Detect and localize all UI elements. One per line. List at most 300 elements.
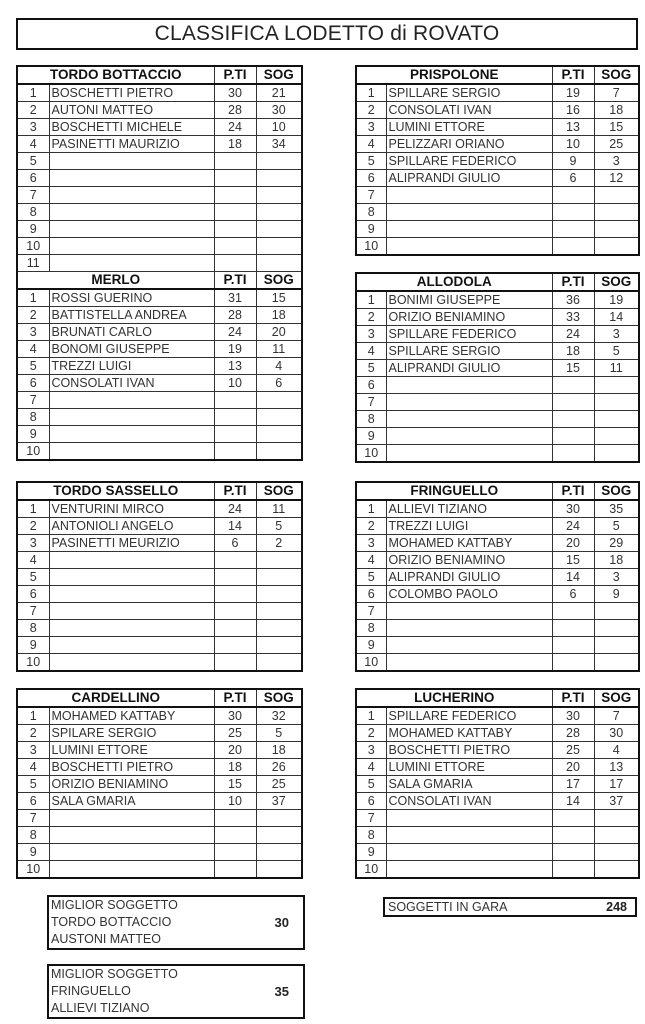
competitor-name-cell: TREZZI LUIGI	[49, 358, 214, 375]
points-cell	[552, 827, 594, 844]
table-fringuello	[355, 481, 640, 672]
rank-cell: 6	[17, 375, 49, 392]
sog-cell	[256, 170, 302, 187]
rank-cell: 6	[17, 586, 49, 603]
rank-cell: 8	[356, 620, 386, 637]
rank-cell: 6	[356, 170, 386, 187]
points-cell	[214, 586, 256, 603]
total-subjects-label: SOGGETTI IN GARA	[388, 900, 508, 914]
points-cell: 30	[214, 84, 256, 102]
page-title: CLASSIFICA LODETTO di ROVATO	[16, 18, 638, 50]
best-subject-name: ALLIEVI TIZIANO	[51, 1001, 150, 1015]
points-cell: 18	[214, 136, 256, 153]
competitor-name-cell: BONIMI GIUSEPPE	[386, 291, 552, 309]
rank-cell: 5	[17, 569, 49, 586]
competitor-name-cell: SALA GMARIA	[49, 793, 214, 810]
sog-cell: 34	[256, 136, 302, 153]
table-row	[17, 518, 302, 535]
rank-cell: 4	[356, 759, 386, 776]
table-row	[356, 360, 639, 377]
sog-cell: 18	[256, 307, 302, 324]
competitor-name-cell	[49, 443, 214, 461]
table-row	[17, 552, 302, 569]
sog-cell	[256, 861, 302, 879]
best-subject-label: MIGLIOR SOGGETTO	[51, 967, 178, 981]
competitor-name-cell: ANTONIOLI ANGELO	[49, 518, 214, 535]
rank-cell: 4	[17, 136, 49, 153]
table-row	[356, 377, 639, 394]
category-title: LUCHERINO	[356, 689, 552, 707]
sog-cell: 5	[256, 725, 302, 742]
rank-cell: 3	[17, 119, 49, 136]
competitor-name-cell	[386, 844, 552, 861]
sog-cell: 19	[594, 291, 639, 309]
points-cell	[214, 153, 256, 170]
rank-cell: 8	[356, 827, 386, 844]
rank-cell: 2	[17, 725, 49, 742]
competitor-name-cell	[49, 603, 214, 620]
points-cell: 14	[214, 518, 256, 535]
rank-cell: 8	[356, 411, 386, 428]
points-cell: 36	[552, 291, 594, 309]
rank-cell: 10	[356, 861, 386, 879]
sog-cell	[256, 620, 302, 637]
sog-cell: 26	[256, 759, 302, 776]
competitor-name-cell	[49, 153, 214, 170]
sog-cell: 14	[594, 309, 639, 326]
table-row	[356, 535, 639, 552]
sog-cell: 11	[256, 341, 302, 358]
competitor-name-cell: ORIZIO BENIAMINO	[49, 776, 214, 793]
table-row	[17, 535, 302, 552]
competitor-name-cell: MOHAMED KATTABY	[386, 535, 552, 552]
rank-cell: 5	[356, 153, 386, 170]
rank-cell: 10	[356, 654, 386, 672]
points-cell	[214, 170, 256, 187]
rank-cell: 4	[356, 136, 386, 153]
points-header: P.TI	[552, 66, 594, 84]
sog-cell	[256, 204, 302, 221]
competitor-name-cell: SPILLARE SERGIO	[386, 343, 552, 360]
table-row	[17, 187, 302, 204]
sog-header: SOG	[256, 689, 302, 707]
rank-cell: 11	[17, 255, 49, 272]
best-subject-score: 35	[274, 984, 289, 999]
sog-cell	[256, 187, 302, 204]
competitor-name-cell: SPILLARE FEDERICO	[386, 707, 552, 725]
points-cell	[214, 810, 256, 827]
rank-cell: 6	[356, 586, 386, 603]
competitor-name-cell: LUMINI ETTORE	[386, 759, 552, 776]
points-cell: 19	[552, 84, 594, 102]
sog-cell: 5	[594, 518, 639, 535]
table-row	[17, 776, 302, 793]
competitor-name-cell: PELIZZARI ORIANO	[386, 136, 552, 153]
points-cell	[552, 620, 594, 637]
table-row	[17, 654, 302, 672]
points-cell	[552, 377, 594, 394]
table-row	[17, 637, 302, 654]
competitor-name-cell	[49, 586, 214, 603]
competitor-name-cell: ORIZIO BENIAMINO	[386, 309, 552, 326]
competitor-name-cell	[49, 810, 214, 827]
sog-cell: 2	[256, 535, 302, 552]
competitor-name-cell: BOSCHETTI PIETRO	[49, 759, 214, 776]
points-cell: 13	[552, 119, 594, 136]
table-allodola	[355, 272, 640, 463]
rank-cell: 3	[356, 119, 386, 136]
sog-cell	[594, 428, 639, 445]
rank-cell: 6	[17, 170, 49, 187]
sog-cell: 10	[256, 119, 302, 136]
table-row	[356, 411, 639, 428]
points-cell	[552, 394, 594, 411]
category-title: CARDELLINO	[17, 689, 214, 707]
rank-cell: 2	[356, 309, 386, 326]
competitor-name-cell	[49, 827, 214, 844]
competitor-name-cell	[386, 603, 552, 620]
points-cell: 10	[214, 793, 256, 810]
competitor-name-cell: SPILARE SERGIO	[49, 725, 214, 742]
points-cell	[214, 409, 256, 426]
points-cell: 15	[552, 360, 594, 377]
rank-cell: 10	[17, 238, 49, 255]
rank-cell: 2	[356, 725, 386, 742]
rank-cell: 10	[356, 238, 386, 256]
rank-cell: 7	[17, 603, 49, 620]
points-cell	[552, 654, 594, 672]
rank-cell: 4	[356, 343, 386, 360]
points-cell: 18	[214, 759, 256, 776]
points-cell: 20	[552, 759, 594, 776]
rank-cell: 7	[356, 187, 386, 204]
points-cell: 17	[552, 776, 594, 793]
points-cell	[214, 255, 256, 272]
rank-cell: 6	[356, 793, 386, 810]
sog-cell: 30	[256, 102, 302, 119]
points-cell: 28	[552, 725, 594, 742]
points-header: P.TI	[552, 273, 594, 291]
table-row	[17, 324, 302, 341]
table-row	[17, 170, 302, 187]
table-row	[356, 637, 639, 654]
table-header-cardellino	[17, 689, 302, 707]
competitor-name-cell: COLOMBO PAOLO	[386, 586, 552, 603]
table-row	[17, 707, 302, 725]
best-subject-box-2	[47, 964, 305, 1019]
rank-cell: 10	[17, 443, 49, 461]
rank-cell: 8	[17, 409, 49, 426]
category-title: TORDO BOTTACCIO	[17, 66, 214, 84]
sog-cell	[256, 392, 302, 409]
table-row	[356, 221, 639, 238]
points-cell	[214, 620, 256, 637]
sog-cell	[594, 377, 639, 394]
points-header: P.TI	[214, 272, 256, 290]
competitor-name-cell	[386, 654, 552, 672]
points-cell: 25	[552, 742, 594, 759]
category-title: MERLO	[17, 272, 214, 290]
sog-cell	[594, 620, 639, 637]
sog-cell: 7	[594, 84, 639, 102]
sog-cell	[594, 844, 639, 861]
sog-cell: 5	[256, 518, 302, 535]
competitor-name-cell	[386, 377, 552, 394]
table-row	[17, 759, 302, 776]
table-row	[17, 84, 302, 102]
competitor-name-cell: TREZZI LUIGI	[386, 518, 552, 535]
points-cell	[214, 238, 256, 255]
table-row	[356, 586, 639, 603]
sog-cell: 3	[594, 153, 639, 170]
table-row	[17, 358, 302, 375]
best-subject-score: 30	[274, 915, 289, 930]
competitor-name-cell: LUMINI ETTORE	[386, 119, 552, 136]
table-row	[17, 307, 302, 324]
table-row	[356, 102, 639, 119]
points-header: P.TI	[214, 689, 256, 707]
sog-cell: 30	[594, 725, 639, 742]
points-cell: 15	[214, 776, 256, 793]
sog-cell: 25	[256, 776, 302, 793]
table-row	[356, 759, 639, 776]
table-row	[356, 309, 639, 326]
table-row	[356, 603, 639, 620]
sog-cell: 32	[256, 707, 302, 725]
rank-cell: 2	[17, 307, 49, 324]
competitor-name-cell: BOSCHETTI PIETRO	[49, 84, 214, 102]
sog-header: SOG	[594, 689, 639, 707]
competitor-name-cell	[49, 620, 214, 637]
table-row	[17, 255, 302, 272]
points-cell: 13	[214, 358, 256, 375]
competitor-name-cell: ALLIEVI TIZIANO	[386, 500, 552, 518]
sog-cell	[594, 187, 639, 204]
rank-cell: 5	[356, 360, 386, 377]
rank-cell: 4	[17, 552, 49, 569]
rank-cell: 3	[356, 326, 386, 343]
rank-cell: 5	[356, 776, 386, 793]
rank-cell: 6	[17, 793, 49, 810]
rank-cell: 1	[356, 500, 386, 518]
table-row	[356, 119, 639, 136]
competitor-name-cell	[386, 238, 552, 256]
competitor-name-cell	[386, 620, 552, 637]
rank-cell: 2	[356, 518, 386, 535]
points-cell	[214, 187, 256, 204]
sog-header: SOG	[256, 482, 302, 500]
sog-cell	[256, 238, 302, 255]
rank-cell: 10	[17, 861, 49, 879]
sog-cell: 4	[256, 358, 302, 375]
sog-cell: 4	[594, 742, 639, 759]
rank-cell: 3	[356, 535, 386, 552]
sog-cell: 29	[594, 535, 639, 552]
sog-cell	[256, 569, 302, 586]
table-row	[356, 84, 639, 102]
table-row	[356, 343, 639, 360]
rank-cell: 2	[17, 518, 49, 535]
table-row	[356, 136, 639, 153]
table-row	[17, 136, 302, 153]
competitor-name-cell: MOHAMED KATTABY	[49, 707, 214, 725]
table-row	[356, 707, 639, 725]
rank-cell: 5	[17, 153, 49, 170]
sog-cell	[594, 861, 639, 879]
table-row	[356, 552, 639, 569]
sog-cell	[256, 409, 302, 426]
rank-cell: 4	[17, 341, 49, 358]
table-row	[356, 810, 639, 827]
sog-cell: 17	[594, 776, 639, 793]
table-row	[17, 500, 302, 518]
sog-cell	[256, 426, 302, 443]
table-row	[17, 861, 302, 879]
table-row	[17, 742, 302, 759]
table-row	[356, 445, 639, 463]
competitor-name-cell	[49, 170, 214, 187]
rank-cell: 5	[17, 358, 49, 375]
competitor-name-cell	[49, 569, 214, 586]
sog-cell	[594, 827, 639, 844]
table-cardellino	[16, 688, 303, 879]
rank-cell: 6	[356, 377, 386, 394]
competitor-name-cell	[49, 238, 214, 255]
table-row	[356, 500, 639, 518]
table-row	[17, 586, 302, 603]
points-cell	[552, 411, 594, 428]
rank-cell: 4	[356, 552, 386, 569]
rank-cell: 10	[17, 654, 49, 672]
sog-cell	[256, 153, 302, 170]
rank-cell: 1	[17, 289, 49, 307]
points-header: P.TI	[552, 482, 594, 500]
sog-cell	[594, 810, 639, 827]
table-row	[356, 620, 639, 637]
points-cell: 31	[214, 289, 256, 307]
table-header-lucherino	[356, 689, 639, 707]
table-row	[356, 394, 639, 411]
competitor-name-cell: VENTURINI MIRCO	[49, 500, 214, 518]
points-cell	[552, 428, 594, 445]
rank-cell: 1	[17, 500, 49, 518]
competitor-name-cell	[49, 426, 214, 443]
points-cell	[214, 844, 256, 861]
best-subject-name: AUSTONI MATTEO	[51, 932, 161, 946]
competitor-name-cell	[386, 827, 552, 844]
competitor-name-cell: AUTONI MATTEO	[49, 102, 214, 119]
points-cell	[214, 392, 256, 409]
sog-cell	[594, 238, 639, 256]
table-row	[17, 725, 302, 742]
sog-cell: 11	[594, 360, 639, 377]
points-cell: 18	[552, 343, 594, 360]
rank-cell: 7	[17, 810, 49, 827]
sog-cell	[256, 810, 302, 827]
points-cell	[552, 844, 594, 861]
best-subject-category: FRINGUELLO	[51, 984, 131, 998]
table-row	[17, 810, 302, 827]
competitor-name-cell: ORIZIO BENIAMINO	[386, 552, 552, 569]
sog-cell: 3	[594, 326, 639, 343]
table-row	[356, 844, 639, 861]
points-cell: 6	[552, 586, 594, 603]
competitor-name-cell	[49, 221, 214, 238]
table-header-prispolone	[356, 66, 639, 84]
rank-cell: 7	[356, 603, 386, 620]
sog-cell: 18	[594, 552, 639, 569]
rank-cell: 9	[356, 637, 386, 654]
best-subject-label: MIGLIOR SOGGETTO	[51, 898, 178, 912]
points-cell	[214, 827, 256, 844]
sog-cell: 21	[256, 84, 302, 102]
competitor-name-cell	[386, 637, 552, 654]
rank-cell: 8	[17, 827, 49, 844]
table-row	[17, 827, 302, 844]
points-cell	[552, 204, 594, 221]
total-subjects-box	[383, 897, 637, 917]
table-row	[356, 776, 639, 793]
rank-cell: 9	[17, 221, 49, 238]
competitor-name-cell	[386, 428, 552, 445]
competitor-name-cell: SPILLARE SERGIO	[386, 84, 552, 102]
points-cell: 20	[214, 742, 256, 759]
competitor-name-cell	[386, 187, 552, 204]
rank-cell: 9	[356, 428, 386, 445]
table-header-tordo-sassello	[17, 482, 302, 500]
table-header-merlo	[17, 272, 302, 290]
points-cell: 30	[214, 707, 256, 725]
rank-cell: 7	[17, 187, 49, 204]
sog-cell: 37	[594, 793, 639, 810]
competitor-name-cell: CONSOLATI IVAN	[386, 102, 552, 119]
rank-cell: 9	[17, 637, 49, 654]
points-cell: 14	[552, 793, 594, 810]
competitor-name-cell	[386, 861, 552, 879]
best-subject-category: TORDO BOTTACCIO	[51, 915, 172, 929]
points-cell	[214, 426, 256, 443]
competitor-name-cell	[386, 810, 552, 827]
competitor-name-cell: BATTISTELLA ANDREA	[49, 307, 214, 324]
table-tordo-sassello	[16, 481, 303, 672]
sog-cell: 20	[256, 324, 302, 341]
points-cell: 20	[552, 535, 594, 552]
competitor-name-cell	[49, 187, 214, 204]
table-prispolone	[355, 65, 640, 256]
competitor-name-cell: CONSOLATI IVAN	[49, 375, 214, 392]
sog-cell	[256, 255, 302, 272]
sog-cell: 6	[256, 375, 302, 392]
table-row	[17, 392, 302, 409]
rank-cell: 7	[17, 392, 49, 409]
table-row	[17, 238, 302, 255]
table-lucherino	[355, 688, 640, 879]
rank-cell: 3	[17, 742, 49, 759]
points-cell: 14	[552, 569, 594, 586]
points-cell: 24	[552, 518, 594, 535]
table-row	[356, 793, 639, 810]
sog-cell: 18	[256, 742, 302, 759]
competitor-name-cell: BOSCHETTI PIETRO	[386, 742, 552, 759]
competitor-name-cell: PASINETTI MAURIZIO	[49, 136, 214, 153]
points-cell	[552, 187, 594, 204]
competitor-name-cell: BRUNATI CARLO	[49, 324, 214, 341]
sog-cell: 3	[594, 569, 639, 586]
points-cell: 24	[552, 326, 594, 343]
table-row	[17, 102, 302, 119]
competitor-name-cell	[49, 861, 214, 879]
points-cell	[214, 603, 256, 620]
